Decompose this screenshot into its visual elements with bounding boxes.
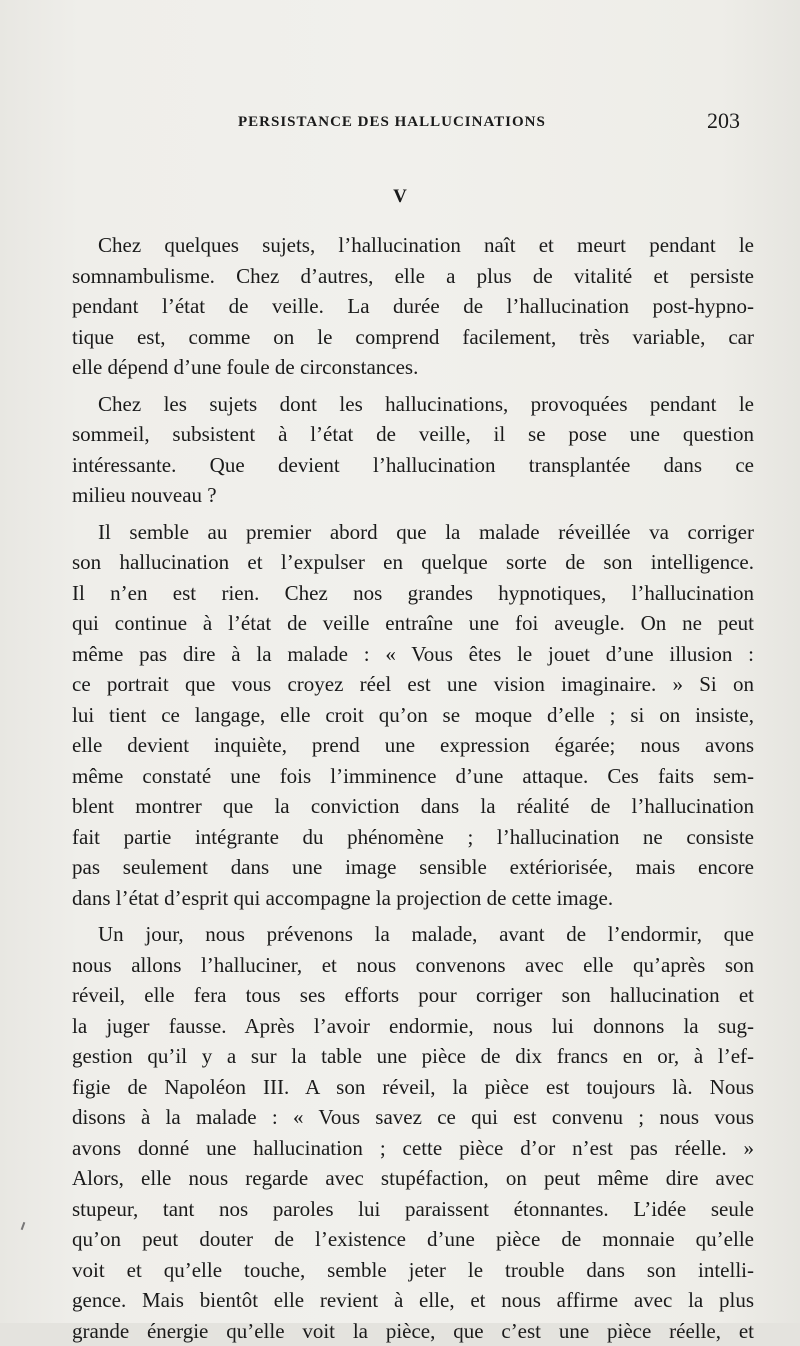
text-line: réveil, elle fera tous ses efforts pour corriger son hallucination et [72, 980, 754, 1011]
text-line: même pas dire à la malade : « Vous êtes le jouet d’une illusion : [72, 639, 754, 670]
text-line: dans l’état d’esprit qui accompagne la projection de cette image. [72, 883, 754, 914]
text-line: elle dépend d’une foule de circonstances. [72, 352, 754, 383]
paragraph [72, 919, 754, 1346]
text-line: pendant l’état de veille. La durée de l’hallucination post-hypno- [72, 291, 754, 322]
paragraph [72, 517, 754, 914]
section-heading: V [0, 186, 800, 208]
text-line: nous allons l’halluciner, et nous convenons avec elle qu’après son [72, 950, 754, 981]
text-line: milieu nouveau ? [72, 480, 754, 511]
text-line: Alors, elle nous regarde avec stupéfaction, on peut même dire avec [72, 1163, 754, 1194]
paragraph [72, 230, 754, 383]
body-text [72, 230, 754, 1346]
text-line: Chez les sujets dont les hallucinations, provoquées pendant le [72, 389, 754, 420]
text-line: somnambulisme. Chez d’autres, elle a plus de vitalité et persiste [72, 261, 754, 292]
page-header [70, 108, 740, 138]
text-line: lui tient ce langage, elle croit qu’on se moque d’elle ; si on insiste, [72, 700, 754, 731]
text-line: avons donné une hallucination ; cette pièce d’or n’est pas réelle. » [72, 1133, 754, 1164]
text-line: figie de Napoléon III. A son réveil, la pièce est toujours là. Nous [72, 1072, 754, 1103]
margin-mark [21, 1222, 26, 1230]
page-number: 203 [707, 108, 740, 134]
text-line: Il semble au premier abord que la malade réveillée va corriger [72, 517, 754, 548]
text-line: pas seulement dans une image sensible extériorisée, mais encore [72, 852, 754, 883]
text-line: gence. Mais bientôt elle revient à elle, et nous affirme avec la plus [72, 1285, 754, 1316]
text-line: blent montrer que la conviction dans la réalité de l’hallucination [72, 791, 754, 822]
text-line: intéressante. Que devient l’hallucination transplantée dans ce [72, 450, 754, 481]
text-line: même constaté une fois l’imminence d’une attaque. Ces faits sem- [72, 761, 754, 792]
text-line: Il n’en est rien. Chez nos grandes hypnotiques, l’hallucination [72, 578, 754, 609]
text-line: qui continue à l’état de veille entraîne une foi aveugle. On ne peut [72, 608, 754, 639]
text-line: qu’on peut douter de l’existence d’une pièce de monnaie qu’elle [72, 1224, 754, 1255]
text-line: la juger fausse. Après l’avoir endormie, nous lui donnons la sug- [72, 1011, 754, 1042]
text-line: tique est, comme on le comprend facilement, très variable, car [72, 322, 754, 353]
running-title: PERSISTANCE DES HALLUCINATIONS [238, 114, 546, 131]
paragraph [72, 389, 754, 511]
text-line: stupeur, tant nos paroles lui paraissent étonnantes. L’idée seule [72, 1194, 754, 1225]
text-line: Un jour, nous prévenons la malade, avant de l’endormir, que [72, 919, 754, 950]
text-line: elle devient inquiète, prend une expression égarée; nous avons [72, 730, 754, 761]
text-line: grande énergie qu’elle voit la pièce, que c’est une pièce réelle, et [72, 1316, 754, 1346]
text-line: ce portrait que vous croyez réel est une vision imaginaire. » Si on [72, 669, 754, 700]
text-line: son hallucination et l’expulser en quelque sorte de son intelligence. [72, 547, 754, 578]
text-line: voit et qu’elle touche, semble jeter le trouble dans son intelli- [72, 1255, 754, 1286]
text-line: sommeil, subsistent à l’état de veille, il se pose une question [72, 419, 754, 450]
text-line: Chez quelques sujets, l’hallucination naît et meurt pendant le [72, 230, 754, 261]
text-line: fait partie intégrante du phénomène ; l’hallucination ne consiste [72, 822, 754, 853]
text-line: gestion qu’il y a sur la table une pièce de dix francs en or, à l’ef- [72, 1041, 754, 1072]
text-line: disons à la malade : « Vous savez ce qui est convenu ; nous vous [72, 1102, 754, 1133]
